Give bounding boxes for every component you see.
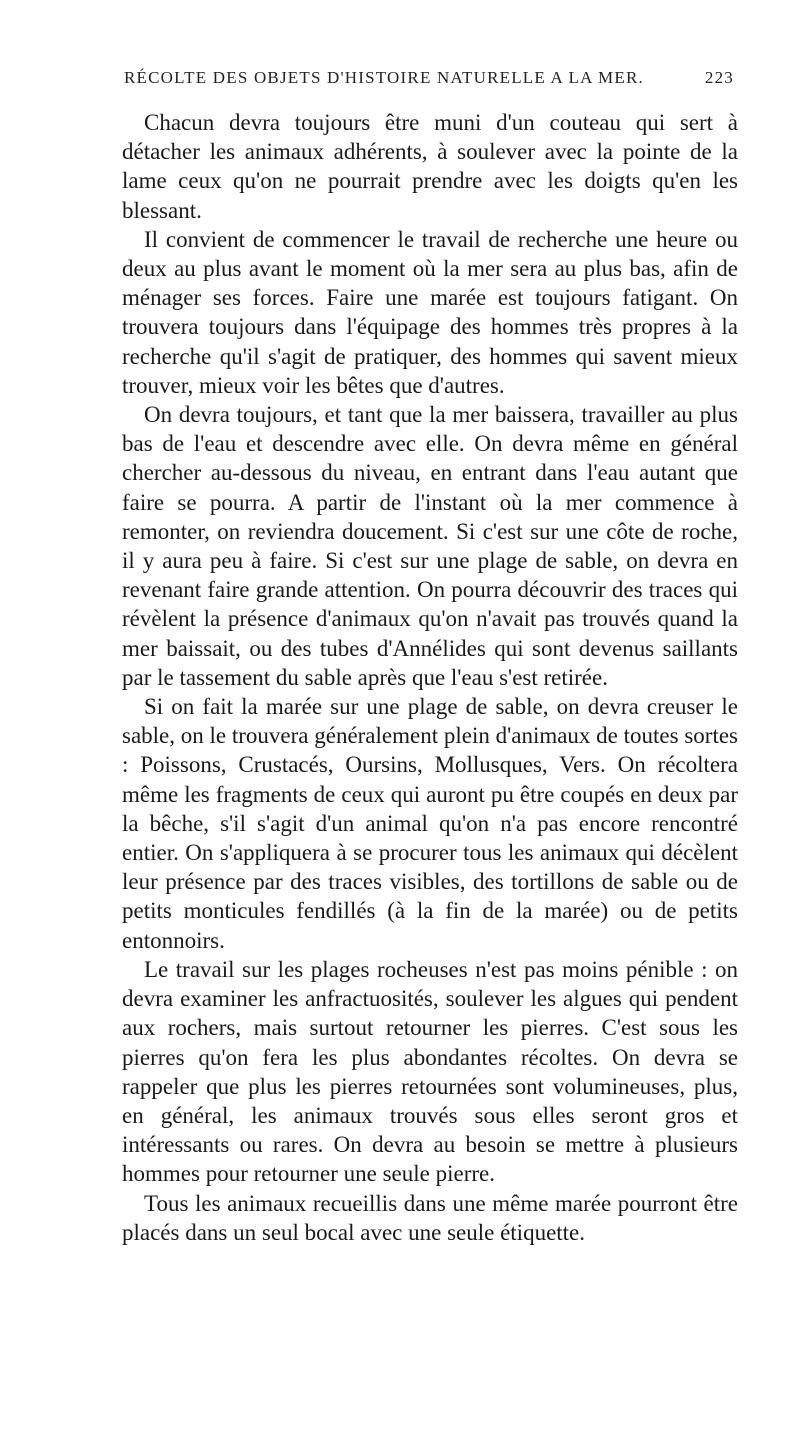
paragraph-low-water: On devra toujours, et tant que la mer baissera, travailler au plus bas de l'eau et descendre avec elle. On devra même en général chercher au-dessous du niveau, en entrant dans l'eau autant que faire se pourra. A partir de l'instant où la mer commence à remonter, on reviendra doucement. Si c'est sur une côte de roche, il y aura peu à faire. Si c'est sur une plage de sable, on devra en revenant faire grande attention. On pourra découvrir des traces qui révèlent la présence d'animaux qu'on n'avait pas trouvés quand la mer baissait, ou des tubes d'Annélides qui sont devenus saillants par le tassement du sable après que l'eau s'est retirée. bbox=[122, 402, 738, 690]
paragraph-rocky-shore: Le travail sur les plages rocheuses n'est pas moins pénible : on devra examiner les anfractuosités, soulever les algues qui pendent aux rochers, mais surtout retourner les pierres. C'est sous les pierres qu'on fera les plus abondantes récoltes. On devra se rappeler que plus les pierres retournées sont volumineuses, plus, en général, les animaux trouvés sous elles seront gros et intéressants ou rares. On devra au besoin se mettre à plusieurs hommes pour retourner une seule pierre. bbox=[122, 956, 738, 1187]
running-head bbox=[124, 68, 734, 98]
paragraph-timing: Il convient de commencer le travail de recherche une heure ou deux au plus avant le moment où la mer sera au plus bas, afin de ménager ses forces. Faire une marée est toujours fatigant. On trouvera toujours dans l'équipage des hommes très propres à la recherche qu'il s'agit de pratiquer, des hommes qui savent mieux trouver, mieux voir les bêtes que d'autres. bbox=[122, 226, 738, 398]
paragraph-knife: Chacun devra toujours être muni d'un couteau qui sert à détacher les animaux adhérents, à soulever avec la pointe de la lame ceux qu'on ne pourrait prendre avec les doigts qu'en les blessant. bbox=[122, 110, 738, 223]
body-text bbox=[122, 108, 738, 1247]
paragraph-jar: Tous les animaux recueillis dans une même marée pourront être placés dans un seul bocal avec une seule étiquette. bbox=[122, 1190, 738, 1245]
paragraph-sandy-beach: Si on fait la marée sur une plage de sable, on devra creuser le sable, on le trouvera généralement plein d'animaux de toutes sortes : Poissons, Crustacés, Oursins, Mollusques, Vers. On récoltera même les fragments de ceux qui auront pu être coupés en deux par la bêche, s'il s'agit d'un animal qu'on n'a pas encore rencontré entier. On s'appliquera à se procurer tous les animaux qui décèlent leur présence par des traces visibles, des tortillons de sable ou de petits monticules fendillés (à la fin de la marée) ou de petits entonnoirs. bbox=[122, 694, 738, 953]
page-number: 223 bbox=[704, 68, 734, 87]
running-head-title: RÉCOLTE DES OBJETS D'HISTOIRE NATURELLE A LA MER. bbox=[124, 68, 644, 87]
